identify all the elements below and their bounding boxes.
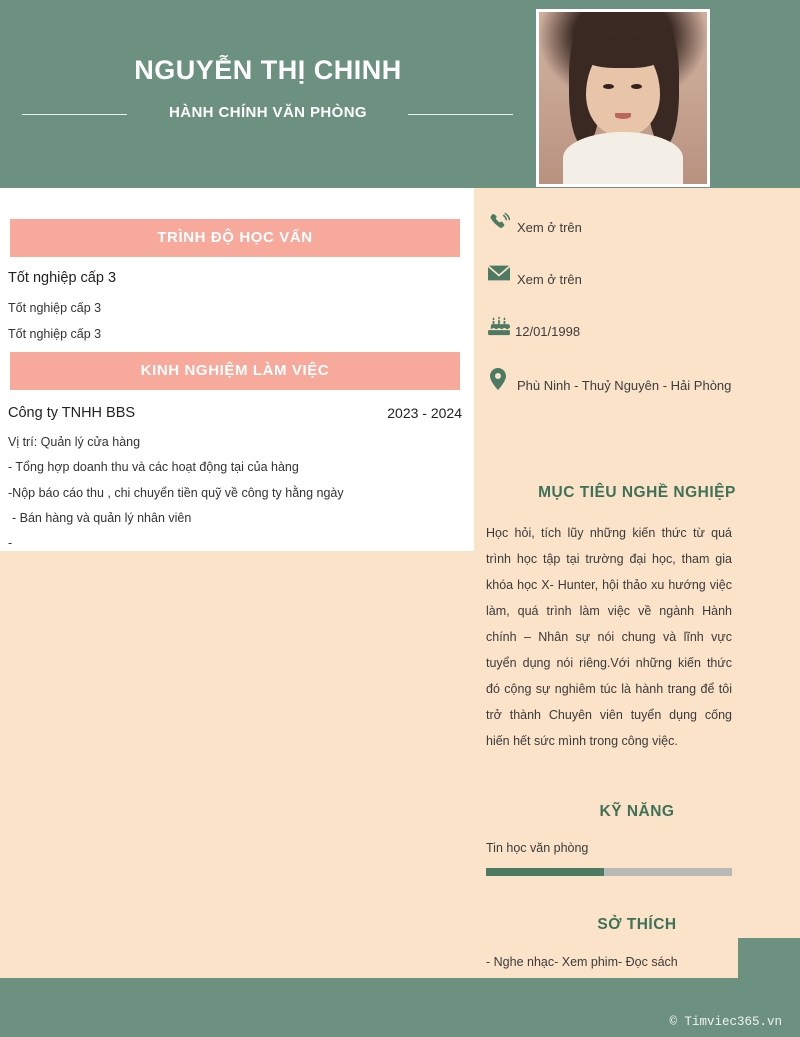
location-pin-icon	[490, 368, 506, 395]
skill-label: Tin học văn phòng	[486, 841, 589, 855]
section-title-career-goal: MỤC TIÊU NGHỀ NGHIỆP	[538, 484, 736, 501]
footer-credit: © Timviec365.vn	[669, 1015, 782, 1029]
experience-bullet-3: - Bán hàng và quản lý nhân viên	[12, 511, 192, 525]
candidate-name: NGUYỄN THỊ CHINH	[134, 55, 402, 85]
candidate-role: HÀNH CHÍNH VĂN PHÒNG	[168, 104, 367, 121]
left-column	[0, 188, 474, 978]
avatar-fringe	[580, 34, 666, 68]
experience-position: Vị trí: Quản lý cửa hàng	[8, 435, 141, 449]
skill-progress-fill	[486, 868, 604, 876]
phone-icon	[488, 212, 510, 239]
decor-cream-strip	[0, 966, 474, 978]
experience-bullet-1: - Tổng hợp doanh thu và các hoạt động tại của hàng	[8, 460, 299, 474]
section-title-experience: KINH NGHIỆM LÀM VIỆC	[10, 352, 460, 390]
cake-icon	[488, 316, 510, 341]
avatar-mouth	[615, 113, 631, 119]
mail-icon	[488, 264, 510, 287]
experience-bullet-4: -	[8, 536, 13, 550]
section-title-skills: KỸ NĂNG	[599, 803, 675, 820]
experience-dates: 2023 - 2024	[387, 405, 462, 421]
cv-header	[0, 0, 800, 188]
avatar-eye-left	[603, 84, 614, 89]
education-item-2: Tốt nghiệp cấp 3	[8, 301, 102, 315]
experience-bullet-2: -Nộp báo cáo thu , chi chuyển tiền quỹ về công ty hằng ngày	[8, 486, 344, 500]
contact-address: Phù Ninh - Thuỷ Nguyên - Hải Phòng	[517, 378, 732, 393]
education-item-1: Tốt nghiệp cấp 3	[8, 270, 117, 286]
avatar-collar	[563, 132, 683, 184]
avatar	[536, 9, 710, 187]
career-goal-body: Học hỏi, tích lũy những kiến thức từ quá trình học tập tại trường đại học, tham gia khóa học X- Hunter, hội thảo xu hướng việc làm, quá trình làm việc về ngành Hành chính – Nhân sự nói chung và lĩnh vực tuyển dụng nói riêng.Với những kiến thức đó cộng sự nghiêm túc là hành trang để tôi trở thành Chuyên viên tuyển dụng cống hiến hết sức mình trong công việc.	[486, 526, 732, 748]
avatar-eye-right	[631, 84, 642, 89]
hobby-body: - Nghe nhạc- Xem phim- Đọc sách	[486, 955, 678, 969]
section-title-education: TRÌNH ĐỘ HỌC VẤN	[10, 219, 460, 257]
skill-progress-track	[486, 868, 732, 876]
contact-email: Xem ở trên	[517, 272, 582, 287]
education-item-3: Tốt nghiệp cấp 3	[8, 327, 102, 341]
contact-birthday: 12/01/1998	[515, 324, 581, 339]
experience-company: Công ty TNHH BBS	[8, 405, 136, 421]
section-title-hobby: SỞ THÍCH	[597, 916, 677, 933]
contact-phone: Xem ở trên	[517, 220, 582, 235]
decor-green-block	[738, 938, 800, 982]
